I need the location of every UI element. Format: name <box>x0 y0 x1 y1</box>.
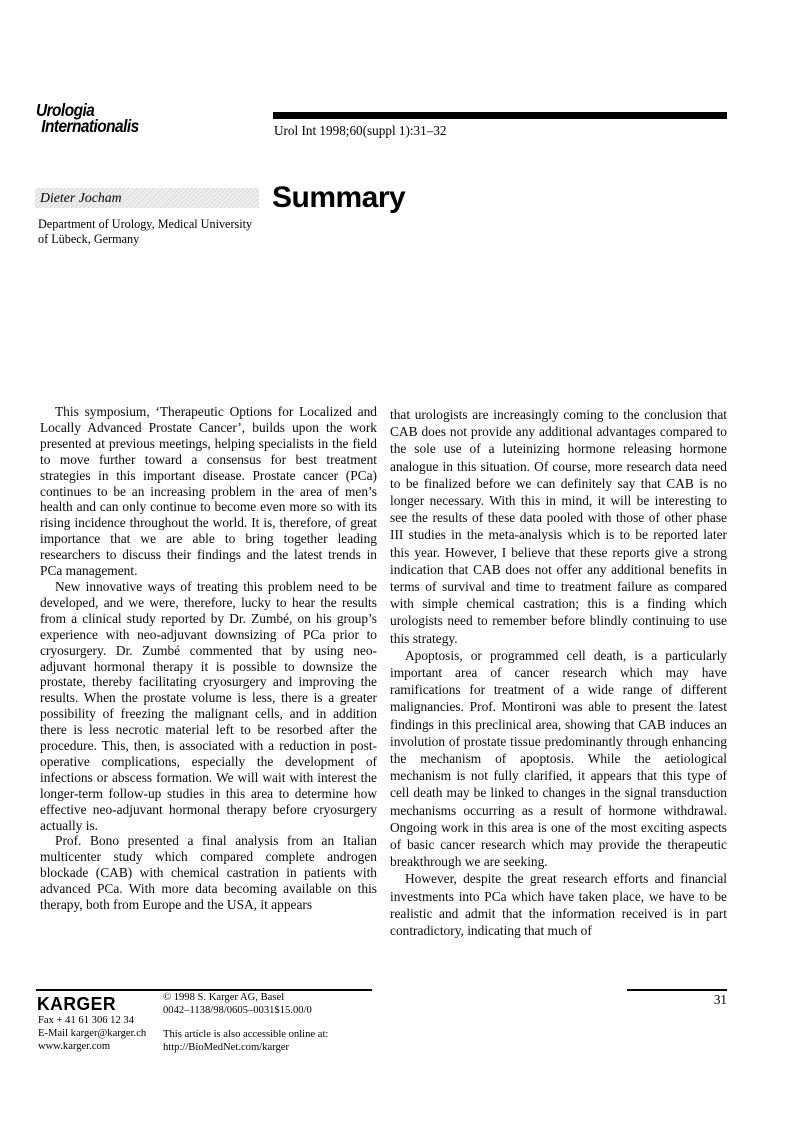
publisher-logo: KARGER <box>37 993 117 1014</box>
publisher-website: www.karger.com <box>38 1041 111 1052</box>
author-name: Dieter Jocham <box>40 190 122 205</box>
affiliation-line2: of Lübeck, Germany <box>38 232 140 246</box>
body-column-right <box>390 406 727 939</box>
online-access-url: http://BioMedNet.com/karger <box>163 1042 290 1053</box>
paragraph: that urologists are increasingly coming to the conclusion that CAB does not provide any additional advantages compared to the sole use of a luteinizing hormone releasing hormone analogue in this situation. Of course, more research data need to be finalized before we can definitely say that CAB is no longer necessary. With this in mind, it will be interesting to see the results of these data pooled with those of other phase III studies in the meta-analysis which is to be reported later this year. However, I believe that these reports give a strong indication that CAB does not offer any additional benefits in terms of survival and time to treatment failure as compared with simple chemical castration; this is a finding which urologists need to remember before blindly continuing to use this strategy. <box>390 407 727 646</box>
publisher-fax: Fax + 41 61 306 12 34 <box>38 1015 135 1026</box>
copyright-line: © 1998 S. Karger AG, Basel <box>163 992 285 1003</box>
copyright-block <box>163 991 312 1017</box>
issn-line: 0042–1138/98/0605–0031$15.00/0 <box>163 1005 312 1016</box>
affiliation-line1: Department of Urology, Medical University <box>38 217 253 231</box>
footer-rule-right <box>627 989 727 991</box>
journal-logo <box>36 100 139 136</box>
header-rule <box>273 112 727 119</box>
paragraph: Apoptosis, or programmed cell death, is a particularly important area of cancer research which may have ramifications for treatment of a wide range of different malignancies. Prof. Montironi was able to present the latest findings in this preclinical area, showing that CAB induces an involution of prostate tissue predominantly through enhancing the mechanism of apoptosis. While the aetiological mechanism is not fully clarified, it appears that this type of cell death may be linked to changes in the signal transduction mechanisms occurring as a result of hormone withdrawal. Ongoing work in this area is one of the most exciting aspects of basic cancer research which may provide the therapeutic breakthrough we are seeking. <box>390 647 727 870</box>
online-access-block <box>163 1028 328 1054</box>
page-number: 31 <box>713 992 727 1007</box>
publisher-email: E-Mail karger@karger.ch <box>38 1028 147 1039</box>
author-affiliation <box>38 217 252 247</box>
body-column-left <box>40 404 377 913</box>
journal-logo-line2: Internationalis <box>41 115 139 136</box>
paragraph: New innovative ways of treating this problem need to be developed, and we were, therefore, lucky to hear the results from a clinical study reported by Dr. Zumbé, on his group’s experience with neo-adjuvant downsizing of PCa prior to cryosurgery. Dr. Zumbé commented that by using neo-adjuvant hormonal therapy it is possible to downsize the prostate, thereby facilitating cryosurgery and improving the results. When the prostate volume is less, there is a greater possibility of freezing the malignant cells, and in addition there is less necrotic material left to be resorbed after the procedure. This, then, is associated with a reduction in post-operative complications, especially the development of infections or abscess formation. We will wait with interest the longer-term follow-up studies in this area to determine how effective neo-adjuvant hormonal therapy before cryosurgery actually is. <box>40 578 377 833</box>
journal-logo-line1: Urologia <box>36 100 95 120</box>
paragraph: However, despite the great research efforts and financial investments into PCa which have taken place, we have to be realistic and admit that the information received is in part contradictory, indicating that much of <box>390 871 727 939</box>
author-strip <box>35 188 259 208</box>
online-access-note: This article is also accessible online at: <box>163 1029 329 1040</box>
paragraph: Prof. Bono presented a final analysis from an Italian multicenter study which compared complete androgen blockade (CAB) with chemical castration in patients with advanced PCa. With more data becoming available on this therapy, both from Europe and the USA, it appears <box>40 833 377 913</box>
article-title: Summary <box>272 181 406 214</box>
journal-citation: Urol Int 1998;60(suppl 1):31–32 <box>274 123 447 138</box>
publisher-contact <box>38 1014 146 1053</box>
paragraph: This symposium, ‘Therapeutic Options for Localized and Locally Advanced Prostate Cancer’, builds upon the work presented at previous meetings, helping specialists in the field to move further toward a consensus for best treatment strategies in this important disease. Prostate cancer (PCa) continues to be an increasing problem in the area of men’s health and can only continue to become even more so with its rising incidence throughout the world. It is, therefore, of great importance that we are able to bring together leading researchers to discuss their findings and the latest trends in PCa management. <box>40 404 377 579</box>
